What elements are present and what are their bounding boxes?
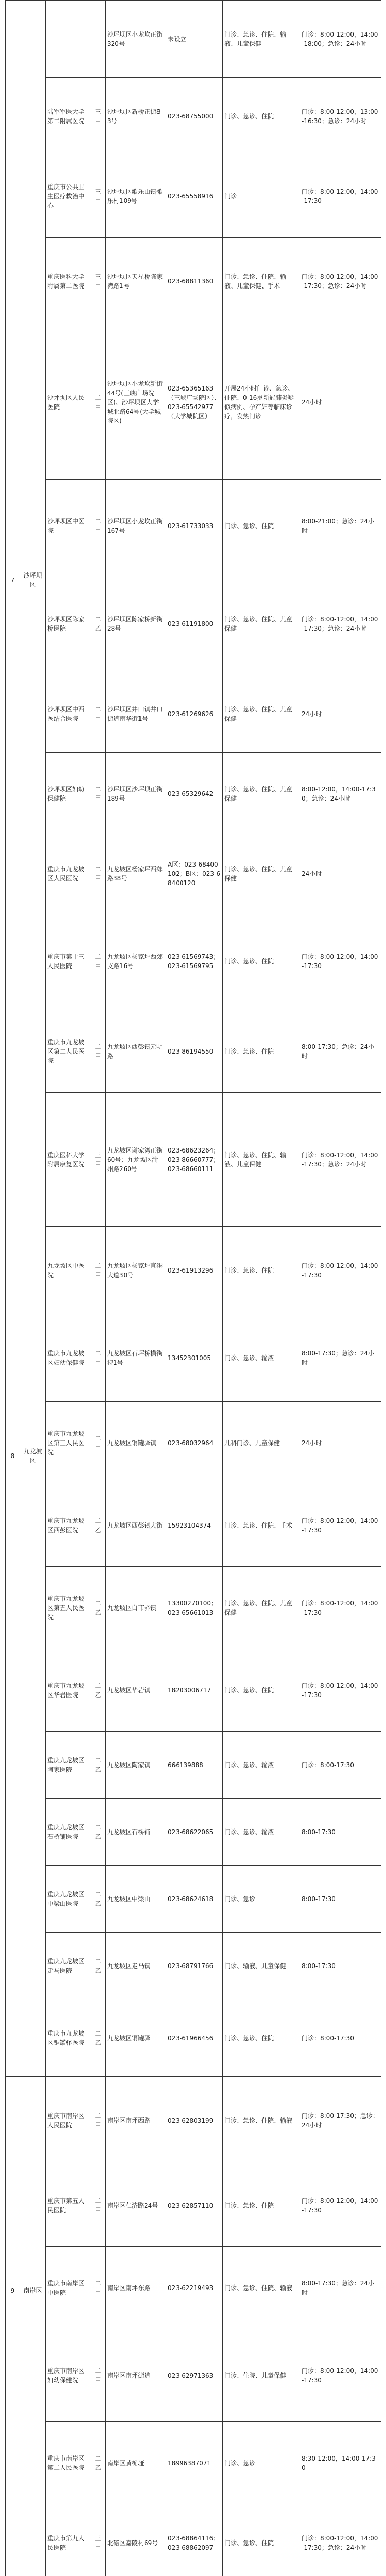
phone-cell: 666139888	[166, 1732, 223, 1799]
services-cell: 门诊、急诊、住院、输液	[223, 2247, 300, 2329]
level-cell: 二甲	[91, 1402, 106, 1484]
address-cell: 九龙坡区铜罐驿镇	[106, 1402, 166, 1484]
name-cell: 重庆九龙坡区石桥铺医院	[46, 1799, 91, 1866]
name-cell: 沙坪坝区陈家桥医院	[46, 572, 91, 675]
table-row	[6, 2164, 381, 2247]
level-cell: 二甲	[91, 912, 106, 1010]
table-row	[6, 2329, 381, 2422]
address-cell: 沙坪坝区沙坪坝正街189号	[106, 753, 166, 835]
hours-cell: 8:00-17:30	[300, 1866, 381, 1933]
name-cell: 重庆市第十三人民医院	[46, 912, 91, 1010]
address-cell: 南岸区南坪西路	[106, 2077, 166, 2164]
name-cell: 沙坪坝区人民医院	[46, 325, 91, 480]
hours-cell: 门诊：8:00-12:00，13:00-16:30；急诊：24小时	[300, 78, 381, 155]
hours-cell: 8:00-21:00；急诊：24小时	[300, 480, 381, 572]
services-cell: 门诊、输液、儿童保健	[223, 1933, 300, 1999]
table-row	[6, 1933, 381, 1999]
level-cell: 二乙	[91, 1799, 106, 1866]
table-row	[6, 1866, 381, 1933]
hours-cell: 门诊：8:00-12:00，14:00-17:30；急诊：24小时	[300, 1093, 381, 1227]
hours-cell: 24小时	[300, 325, 381, 480]
name-cell: 重庆市九龙坡区西彭医院	[46, 1484, 91, 1567]
address-cell: 沙坪坝区井口镇井口街道南华街1号	[106, 675, 166, 753]
name-cell: 重庆市九龙坡区第三人民医院	[46, 1402, 91, 1484]
services-cell: 门诊、急诊、住院、儿童保健	[223, 835, 300, 912]
services-cell: 门诊、急诊、住院、输液	[223, 2077, 300, 2164]
services-cell: 门诊、急诊、住院、儿童保健	[223, 572, 300, 675]
name-cell: 重庆市南岸区妇幼保健院	[46, 2329, 91, 2422]
services-cell: 门诊、急诊、住院	[223, 480, 300, 572]
phone-cell: 15923104374	[166, 1484, 223, 1567]
address-cell: 九龙坡区杨家坪西郊支路16号	[106, 912, 166, 1010]
level-cell: 二乙	[91, 1866, 106, 1933]
phone-cell: 023-61569743；023-61569795	[166, 912, 223, 1010]
name-cell: 沙坪坝区中医院	[46, 480, 91, 572]
hours-cell: 门诊：8:00-12:00，14:00-17:30	[300, 1227, 381, 1314]
level-cell: 二甲	[91, 2329, 106, 2422]
level-cell: 二甲	[91, 480, 106, 572]
services-cell: 门诊、急诊、住院、手术	[223, 1484, 300, 1567]
name-cell: 重庆市九龙坡区华岩医院	[46, 1649, 91, 1732]
name-cell: 沙坪坝区中西医结合医院	[46, 675, 91, 753]
hours-cell: 门诊：8:00-12:00，14:00-17:30；急诊：24小时	[300, 2504, 381, 2576]
phone-cell: 023-61733033	[166, 480, 223, 572]
hours-cell: 门诊：8:00-12:00，14:00-17:30	[300, 912, 381, 1010]
name-cell: 重庆市九龙坡区人民医院	[46, 835, 91, 912]
phone-cell: 13452301005	[166, 1314, 223, 1402]
address-cell: 九龙坡区中梁山	[106, 1866, 166, 1933]
services-cell: 门诊、急诊、住院	[223, 1999, 300, 2077]
level-cell: 二乙	[91, 572, 106, 675]
address-cell: 沙坪坝区新桥正街83号	[106, 78, 166, 155]
level-cell: 二乙	[91, 1732, 106, 1799]
table-row	[6, 1093, 381, 1227]
hours-cell: 24小时	[300, 1402, 381, 1484]
table-row	[6, 572, 381, 675]
phone-cell: 023-61913296	[166, 1227, 223, 1314]
services-cell: 门诊、急诊、住院、儿童保健	[223, 753, 300, 835]
hours-cell: 门诊：8:00-12:00，14:00-18:00；急诊：24小时	[300, 1, 381, 78]
address-cell: 九龙坡区杨家坪直港大道30号	[106, 1227, 166, 1314]
services-cell: 门诊、急诊、住院、输液、儿童保健	[223, 1, 300, 78]
address-cell: 九龙坡区谢家湾正街60号；九龙坡区渝州路260号	[106, 1093, 166, 1227]
address-cell: 九龙坡区华岩镇	[106, 1649, 166, 1732]
level-cell: 二甲	[91, 2247, 106, 2329]
table-row	[6, 1999, 381, 2077]
table-row	[6, 78, 381, 155]
table-row	[6, 675, 381, 753]
phone-cell: 023-68755000	[166, 78, 223, 155]
table-row	[6, 2504, 381, 2576]
level-cell: 三甲	[91, 238, 106, 325]
address-cell: 九龙坡区白市驿镇	[106, 1567, 166, 1649]
table-row	[6, 1402, 381, 1484]
table-row	[6, 1799, 381, 1866]
name-cell: 重庆医科大学附属第二医院	[46, 238, 91, 325]
level-cell: 二乙	[91, 2422, 106, 2504]
services-cell: 门诊、急诊、住院	[223, 1649, 300, 1732]
level-cell: 二甲	[91, 1227, 106, 1314]
hours-cell: 8:00-17:30；急诊：24小时	[300, 1314, 381, 1402]
level-cell: 二乙	[91, 1567, 106, 1649]
table-row	[6, 1227, 381, 1314]
table-row	[6, 238, 381, 325]
services-cell: 门诊、急诊	[223, 2422, 300, 2504]
group-number-cell	[6, 2504, 20, 2576]
name-cell: 重庆九龙坡区中梁山医院	[46, 1866, 91, 1933]
address-cell: 南岸区仁济路24号	[106, 2164, 166, 2247]
phone-cell: 023-86194550	[166, 1010, 223, 1093]
hours-cell: 门诊：8:00-12:00，14:00-17:30；急诊：24小时	[300, 572, 381, 675]
address-cell: 九龙坡区杨家坪西郊路38号	[106, 835, 166, 912]
name-cell: 重庆九龙坡区走马医院	[46, 1933, 91, 1999]
hours-cell: 门诊：8:00-12:00，14:00-17:30	[300, 2164, 381, 2247]
phone-cell: 023-68624618	[166, 1866, 223, 1933]
hours-cell: 8:30-12:00，14:00-17:30	[300, 2422, 381, 2504]
address-cell: 南岸区南坪东路	[106, 2247, 166, 2329]
name-cell: 重庆市九龙坡区铜罐驿医院	[46, 1999, 91, 2077]
level-cell: 三甲	[91, 155, 106, 238]
address-cell: 九龙坡区走马镇	[106, 1933, 166, 1999]
hours-cell: 24小时	[300, 675, 381, 753]
phone-cell: 023-65558916	[166, 155, 223, 238]
table-row	[6, 835, 381, 912]
table-row	[6, 2077, 381, 2164]
phone-cell: 023-68791766	[166, 1933, 223, 1999]
table-row	[6, 2422, 381, 2504]
services-cell: 儿科门诊、儿童保健	[223, 1402, 300, 1484]
services-cell: 门诊、急诊、住院、输液、儿童保健、手术	[223, 238, 300, 325]
phone-cell: 023-65365163（三峡广场院区）、023-65542977（大学城院区）	[166, 325, 223, 480]
phone-cell: 023-61966456	[166, 1999, 223, 2077]
address-cell: 南岸区黄桷垭	[106, 2422, 166, 2504]
name-cell: 九龙坡区中医院	[46, 1227, 91, 1314]
table-row	[6, 1732, 381, 1799]
address-cell: 九龙坡区石桥铺	[106, 1799, 166, 1866]
table-row	[6, 1314, 381, 1402]
services-cell: 门诊、急诊、输液	[223, 1799, 300, 1866]
address-cell: 沙坪坝区天星桥陈家湾路1号	[106, 238, 166, 325]
table-row	[6, 1649, 381, 1732]
level-cell: 三甲	[91, 2504, 106, 2576]
table-row	[6, 325, 381, 480]
level-cell: 二甲	[91, 2077, 106, 2164]
address-cell: 九龙坡区西彭镇元明路	[106, 1010, 166, 1093]
hospital-table	[5, 0, 381, 2576]
level-cell: 二乙	[91, 1484, 106, 1567]
level-cell: 二甲	[91, 1010, 106, 1093]
district-cell	[20, 2504, 46, 2576]
hours-cell: 8:00-17:30	[300, 1933, 381, 1999]
services-cell: 门诊、急诊、输液	[223, 1732, 300, 1799]
phone-cell: 未设立	[166, 1, 223, 78]
level-cell: 二甲	[91, 1314, 106, 1402]
services-cell: 门诊、急诊、住院、输液、儿童保健	[223, 1093, 300, 1227]
table-row	[6, 1010, 381, 1093]
address-cell: 沙坪坝区小龙坎新街44号(三峡广场院区)、沙坪坝区大学城北路64号(大学城院区)	[106, 325, 166, 480]
address-cell: 九龙坡区石坪桥横街特1号	[106, 1314, 166, 1402]
name-cell: 重庆市南岸区第二人民医院	[46, 2422, 91, 2504]
phone-cell: 023-61191800	[166, 572, 223, 675]
services-cell: 门诊、急诊、输液	[223, 1314, 300, 1402]
phone-cell: A区：023-68400102；B区：023-68400120	[166, 835, 223, 912]
address-cell: 沙坪坝区小龙坎正街167号	[106, 480, 166, 572]
group-number-cell: 9	[6, 2077, 20, 2504]
services-cell: 门诊、急诊、住院	[223, 78, 300, 155]
table-row	[6, 480, 381, 572]
hours-cell: 门诊：8:00-12:00，14:00-17:30	[300, 155, 381, 238]
table-row	[6, 1567, 381, 1649]
address-cell: 南岸区南坪街道	[106, 2329, 166, 2422]
phone-cell: 023-68032964	[166, 1402, 223, 1484]
table-row	[6, 1484, 381, 1567]
phone-cell: 023-65329642	[166, 753, 223, 835]
hours-cell: 门诊：8:00-12:00，14:00-17:30；急诊：24小时	[300, 238, 381, 325]
table-row	[6, 155, 381, 238]
name-cell: 重庆市九龙坡区第五人民医院	[46, 1567, 91, 1649]
district-cell: 九龙坡区	[20, 835, 46, 2077]
hours-cell: 24小时	[300, 835, 381, 912]
table-row	[6, 1, 381, 78]
services-cell: 门诊、急诊、住院	[223, 1227, 300, 1314]
table-row	[6, 912, 381, 1010]
level-cell: 二甲	[91, 325, 106, 480]
name-cell: 重庆市南岸区人民医院	[46, 2077, 91, 2164]
hours-cell: 门诊：8:00-12:00，14:00-17:30	[300, 1567, 381, 1649]
name-cell: 重庆市南岸区中医院	[46, 2247, 91, 2329]
address-cell: 沙坪坝区歌乐山镇歌乐村109号	[106, 155, 166, 238]
group-number-cell: 7	[6, 325, 20, 835]
hours-cell: 门诊：8:00-17:30；急诊：24小时	[300, 2077, 381, 2164]
address-cell: 九龙坡区铜罐驿	[106, 1999, 166, 2077]
services-cell: 门诊、急诊、住院、儿童保健	[223, 1567, 300, 1649]
phone-cell: 023-68864116；023-68862097	[166, 2504, 223, 2576]
services-cell: 门诊	[223, 155, 300, 238]
group-number-cell: 8	[6, 835, 20, 2077]
phone-cell: 023-62803199	[166, 2077, 223, 2164]
level-cell	[91, 1, 106, 78]
services-cell: 门诊、急诊、住院	[223, 912, 300, 1010]
level-cell: 二甲	[91, 835, 106, 912]
hospital-table-body	[6, 1, 381, 2576]
phone-cell: 023-68811360	[166, 238, 223, 325]
phone-cell: 023-62857110	[166, 2164, 223, 2247]
phone-cell: 18996387071	[166, 2422, 223, 2504]
level-cell: 二乙	[91, 1649, 106, 1732]
level-cell: 三甲	[91, 1093, 106, 1227]
phone-cell: 023-62219493	[166, 2247, 223, 2329]
services-cell: 门诊、急诊	[223, 1866, 300, 1933]
hours-cell: 8:00-17:30	[300, 1799, 381, 1866]
hours-cell: 8:00-17:30；急诊：24小时	[300, 1010, 381, 1093]
name-cell: 沙坪坝区妇幼保健院	[46, 753, 91, 835]
address-cell: 九龙坡区陶家镇	[106, 1732, 166, 1799]
level-cell: 二乙	[91, 1999, 106, 2077]
level-cell: 二甲	[91, 2164, 106, 2247]
name-cell: 重庆市九龙坡区妇幼保健院	[46, 1314, 91, 1402]
level-cell: 三甲	[91, 78, 106, 155]
phone-cell: 18203006717	[166, 1649, 223, 1732]
hours-cell: 门诊：8:00-12:00，14:00-17:30	[300, 1649, 381, 1732]
table-row	[6, 753, 381, 835]
services-cell: 门诊、急诊、住院	[223, 2504, 300, 2576]
services-cell: 门诊、住院、儿童保健	[223, 2329, 300, 2422]
name-cell: 重庆市第九人民医院	[46, 2504, 91, 2576]
group-number-cell	[6, 1, 20, 325]
name-cell: 重庆市九龙坡区第二人民医院	[46, 1010, 91, 1093]
hours-cell: 门诊：8:00-17:30	[300, 1999, 381, 2077]
phone-cell: 023-61269626	[166, 675, 223, 753]
services-cell: 门诊、急诊、住院、儿童保健	[223, 675, 300, 753]
name-cell: 陆军军医大学第二附属医院	[46, 78, 91, 155]
address-cell: 北碚区嘉陵村69号	[106, 2504, 166, 2576]
name-cell: 重庆九龙坡区陶家医院	[46, 1732, 91, 1799]
hours-cell: 8:00-17:30；急诊：24小时	[300, 2247, 381, 2329]
name-cell: 重庆市公共卫生医疗救治中心	[46, 155, 91, 238]
phone-cell: 023-68623264；023-86660777；023-68660111	[166, 1093, 223, 1227]
district-cell: 南岸区	[20, 2077, 46, 2504]
address-cell: 沙坪坝区陈家桥新街28号	[106, 572, 166, 675]
address-cell: 九龙坡区西彭镇大街	[106, 1484, 166, 1567]
hours-cell: 门诊：8:00-12:00，14:00-17:30	[300, 2329, 381, 2422]
services-cell: 门诊、急诊、住院	[223, 2164, 300, 2247]
level-cell: 二乙	[91, 1933, 106, 1999]
name-cell: 重庆医科大学附属康复医院	[46, 1093, 91, 1227]
hours-cell: 门诊：8:00-12:00，14:00-17:30	[300, 1484, 381, 1567]
level-cell: 二甲	[91, 753, 106, 835]
name-cell: 重庆市第五人民医院	[46, 2164, 91, 2247]
phone-cell: 023-68622065	[166, 1799, 223, 1866]
phone-cell: 13300270100；023-65661013	[166, 1567, 223, 1649]
name-cell	[46, 1, 91, 78]
district-cell	[20, 1, 46, 325]
hours-cell: 8:00-12:00，14:00-17:30；急诊：24小时	[300, 753, 381, 835]
services-cell: 开展24小时门诊、急诊、住院、0-16岁新冠肺炎疑似病例、孕产妇等临床诊疗，发热门诊	[223, 325, 300, 480]
phone-cell: 023-62971363	[166, 2329, 223, 2422]
district-cell: 沙坪坝区	[20, 325, 46, 835]
services-cell: 门诊、急诊、住院	[223, 1010, 300, 1093]
table-row	[6, 2247, 381, 2329]
hours-cell: 门诊：8:00-17:30	[300, 1732, 381, 1799]
level-cell: 二甲	[91, 675, 106, 753]
address-cell: 沙坪坝区小龙坎正街320号	[106, 1, 166, 78]
